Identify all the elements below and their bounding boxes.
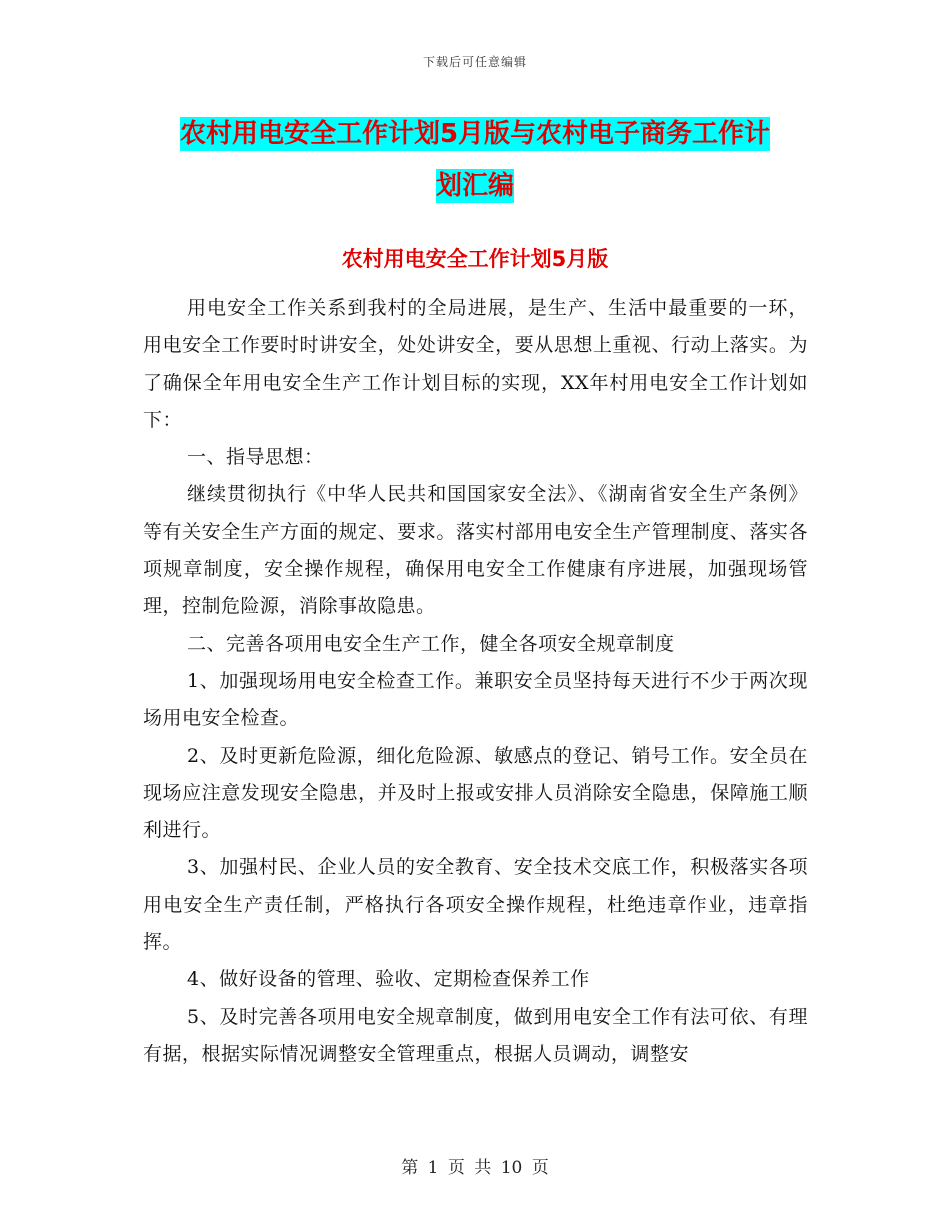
heading-guiding-ideology: 一、指导思想： <box>187 446 324 469</box>
title-line-1: 农村用电安全工作计划5月版与农村电子商务工作计 <box>179 119 771 149</box>
list-item-3: 3、加强村民、企业人员的安全教育、安全技术交底工作，积极落实各项用电安全生产责任制，严格执行各项安全操作规程，杜绝违章作业，违章指挥。 <box>143 856 808 954</box>
list-item-1: 1、加强现场用电安全检查工作。兼职安全员坚持每天进行不少于两次现场用电安全检查。 <box>143 669 808 730</box>
heading-improve-work: 二、完善各项用电安全生产工作，健全各项安全规章制度 <box>187 632 675 655</box>
page-header-note: 下载后可任意编辑 <box>422 55 527 69</box>
title-line-2: 划汇编 <box>435 171 514 201</box>
list-item-4: 4、做好设备的管理、验收、定期检查保养工作 <box>187 968 590 991</box>
page-number: 第 1 页 共 10 页 <box>401 1158 549 1178</box>
list-item-5: 5、及时完善各项用电安全规章制度，做到用电安全工作有法可依、有理有据，根据实际情况调整安全管理重点，根据人员调动，调整安 <box>143 1005 808 1065</box>
paragraph-guiding-ideology: 继续贯彻执行《中华人民共和国国家安全法》、《湖南省安全生产条例》等有关安全生产方面的规定、要求。落实村部用电安全生产管理制度、落实各项规章制度，安全操作规程，确保用电安全工作健康有序进展，加强现场管理，控制危险源，消除事故隐患。 <box>143 483 808 618</box>
paragraph-intro: 用电安全工作关系到我村的全局进展，是生产、生活中最重要的一环，用电安全工作要时时讲安全，处处讲安全，要从思想上重视、行动上落实。为了确保全年用电安全生产工作计划目标的实现，XX年村用电安全工作计划如下： <box>143 297 808 431</box>
document-title <box>0 108 950 212</box>
section-title: 农村用电安全工作计划5月版 <box>341 247 609 271</box>
document-body <box>143 290 808 1073</box>
list-item-2: 2、及时更新危险源，细化危险源、敏感点的登记、销号工作。安全员在现场应注意发现安全隐患，并及时上报或安排人员消除安全隐患，保障施工顺利进行。 <box>143 744 808 842</box>
